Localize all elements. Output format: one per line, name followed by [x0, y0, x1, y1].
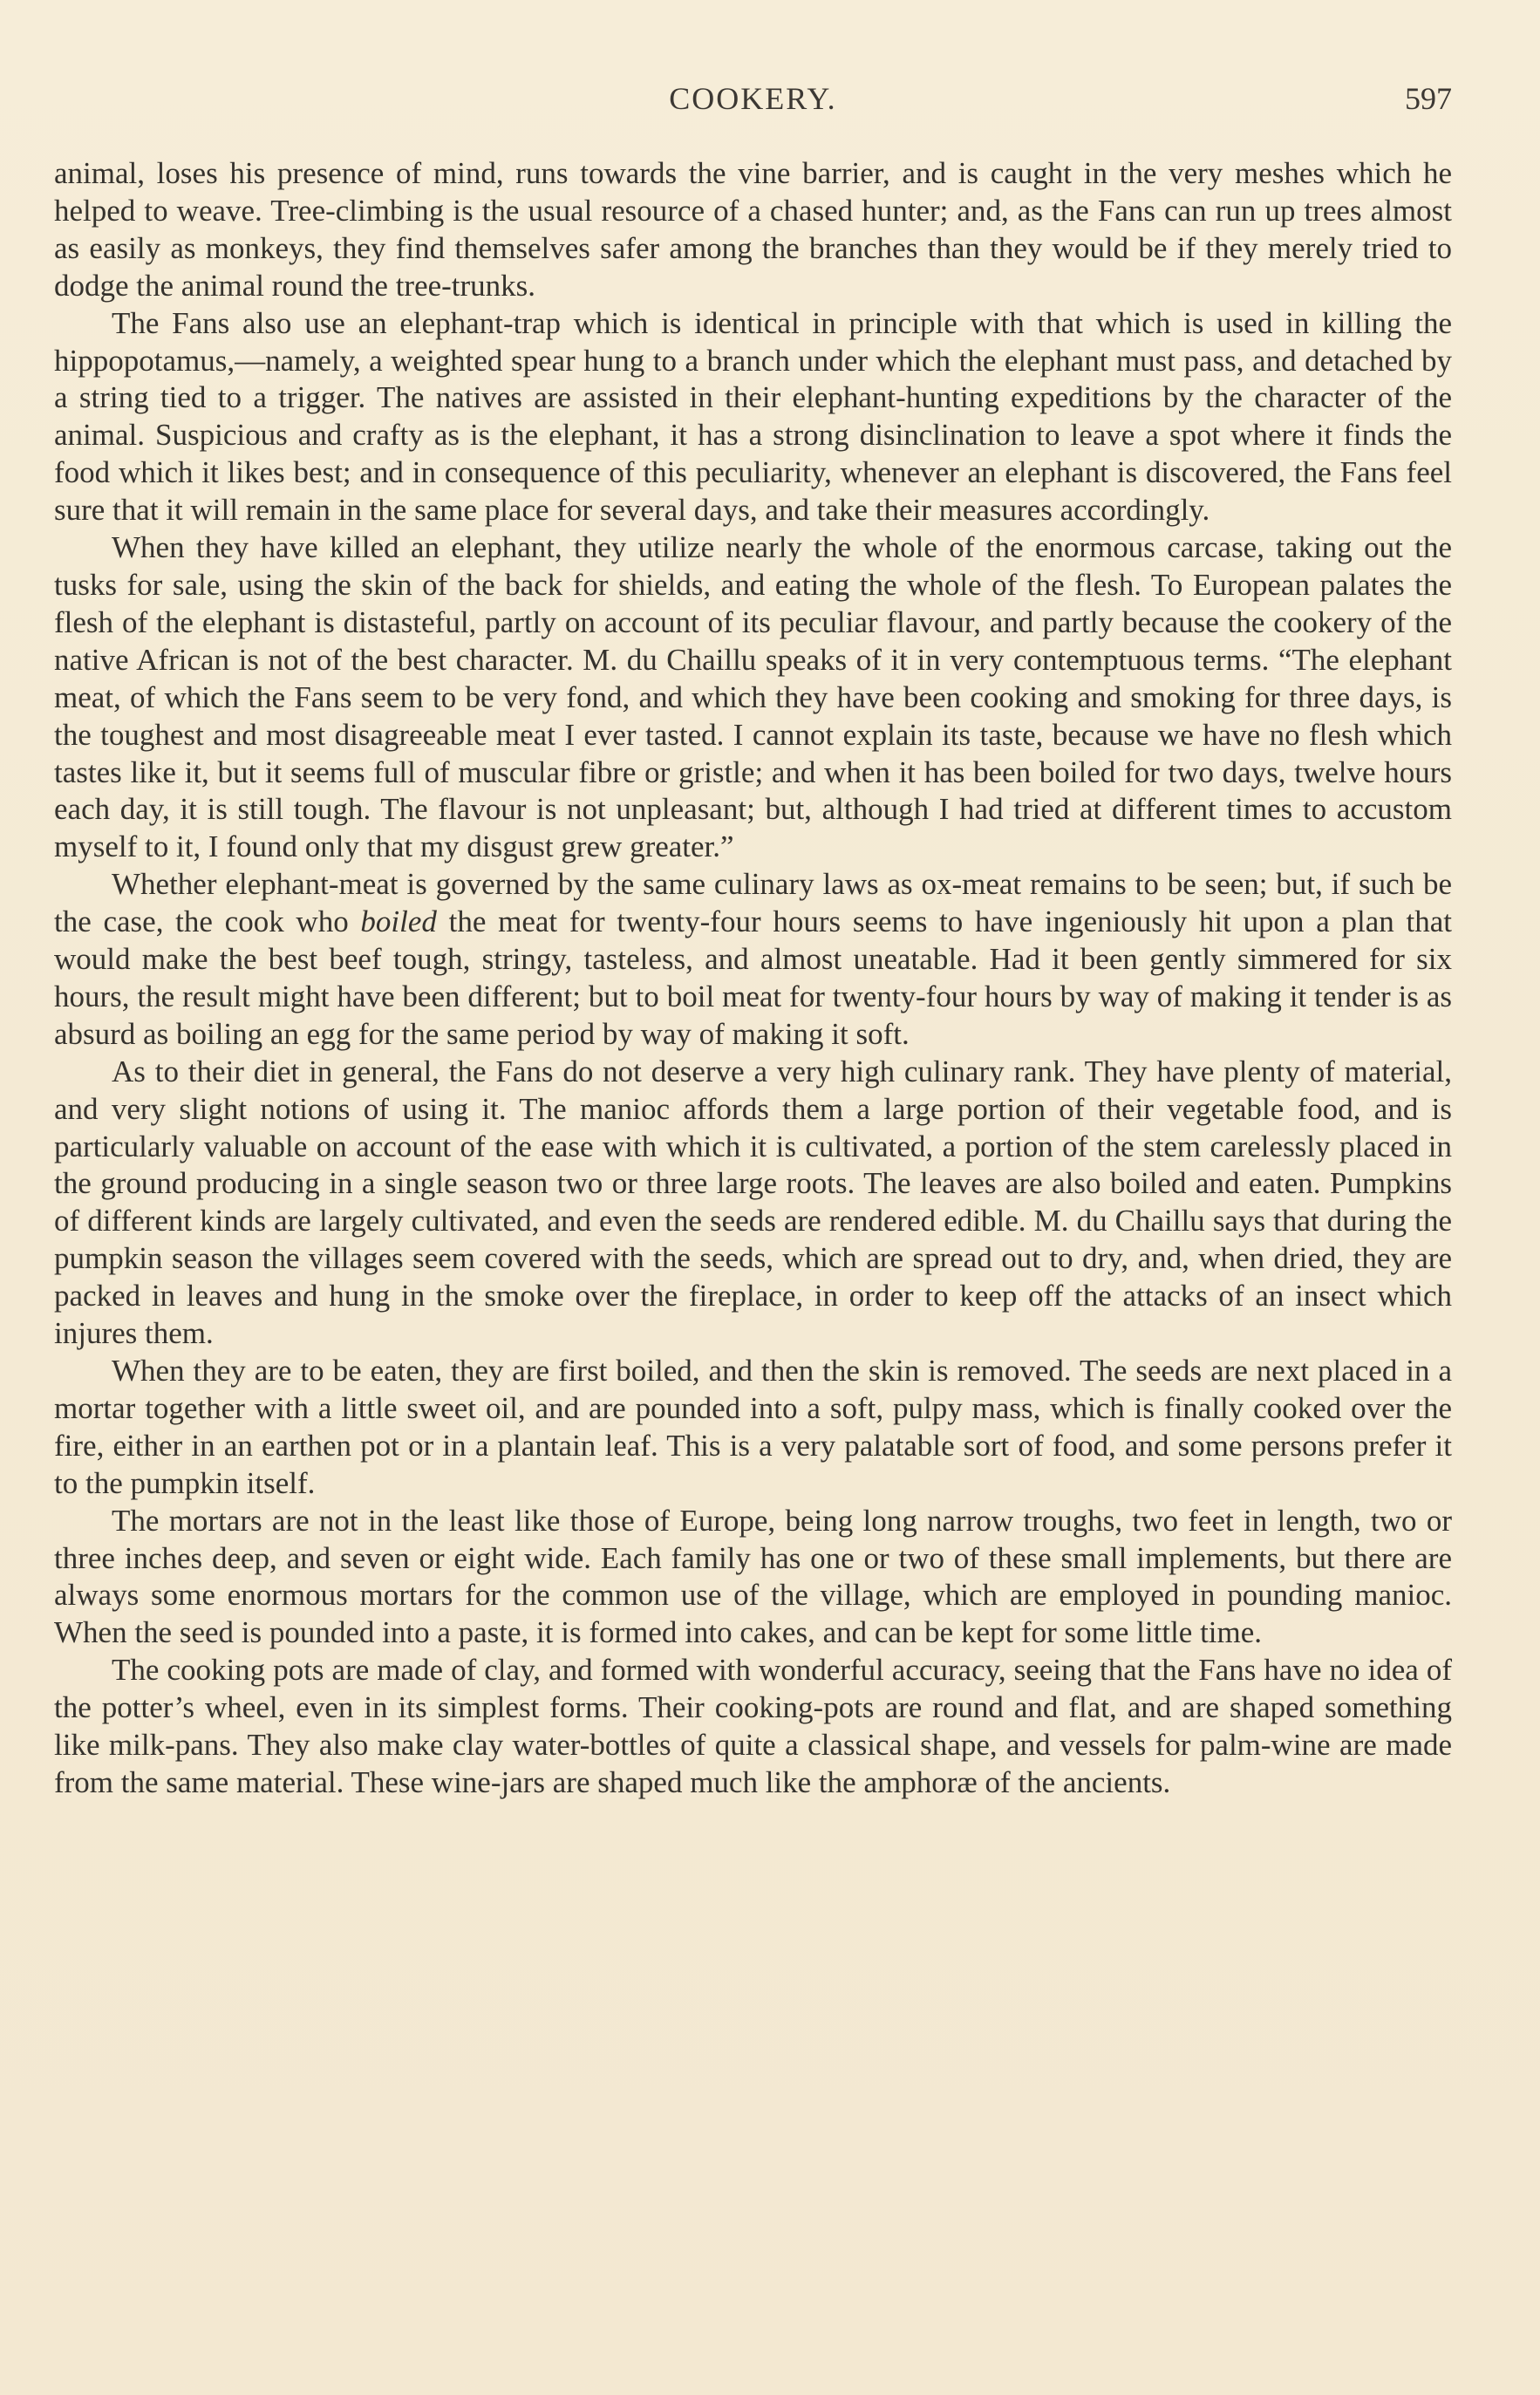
paragraph-1: animal, loses his presence of mind, runs towards the vine barrier, and is caught in the very meshes which he helped to weave. Tree-climbing is the usual resource of a chased hunter; and, as the Fans can run up trees almost as easily as monkeys, they find themselves safer among the branches than they would be if they merely tried to dodge the animal round the tree-trunks.: [54, 156, 1452, 303]
body-text: [54, 155, 1452, 1802]
running-title: COOKERY.: [669, 81, 837, 116]
paragraph-7: The mortars are not in the least like those of Europe, being long narrow troughs, two feet in length, two or three inches deep, and seven or eight wide. Each family has one or two of these small implements, but there are always some enormous mortars for the common use of the village, which are employed in pounding manioc. When the seed is pounded into a paste, it is formed into cakes, and can be kept for some little time.: [54, 1503, 1452, 1650]
paragraph-2: The Fans also use an elephant-trap which is identical in principle with that which is used in killing the hippopotamus,—namely, a weighted spear hung to a branch under which the elephant must pass, and detached by a string tied to a trigger. The natives are assisted in their elephant-hunting expeditions by the character of the animal. Suspicious and crafty as is the elephant, it has a strong disinclination to leave a spot where it finds the food which it likes best; and in consequence of this peculiarity, whenever an elephant is discovered, the Fans feel sure that it will remain in the same place for several days, and take their measures accordingly.: [54, 305, 1452, 528]
italic-word: boiled: [360, 904, 437, 939]
paragraph-3: When they have killed an elephant, they utilize nearly the whole of the enormous carcase, taking out the tusks for sale, using the skin of the back for shields, and eating the whole of the flesh. To European palates the flesh of the elephant is distasteful, partly on account of its peculiar flavour, and partly because the cookery of the native African is not of the best character. M. du Chaillu speaks of it in very contemptuous terms. “The elephant meat, of which the Fans seem to be very fond, and which they have been cooking and smoking for three days, is the toughest and most disagreeable meat I ever tasted. I cannot explain its taste, because we have no flesh which tastes like it, but it seems full of muscular fibre or gristle; and when it has been boiled for two days, twelve hours each day, it is still tough. The flavour is not unpleasant; but, although I had tried at different times to accustom myself to it, I found only that my disgust grew greater.”: [54, 530, 1452, 864]
paragraph-5: As to their diet in general, the Fans do not deserve a very high culinary rank. They have plenty of material, and very slight notions of using it. The manioc affords them a large portion of their vegetable food, and is particularly valuable on account of the ease with which it is cultivated, a portion of the stem carelessly placed in the ground producing in a single season two or three large roots. The leaves are also boiled and eaten. Pumpkins of different kinds are largely cultivated, and even the seeds are rendered edible. M. du Chaillu says that during the pumpkin season the villages seem covered with the seeds, which are spread out to dry, and, when dried, they are packed in leaves and hung in the smoke over the fireplace, in order to keep off the attacks of an insect which injures them.: [54, 1054, 1452, 1351]
page-number: 597: [1405, 81, 1452, 116]
paragraph-6: When they are to be eaten, they are first boiled, and then the skin is removed. The seeds are next placed in a mortar together with a little sweet oil, and are pounded into a soft, pulpy mass, which is finally cooked over the fire, either in an earthen pot or in a plantain leaf. This is a very palatable sort of food, and some persons prefer it to the pumpkin itself.: [54, 1354, 1452, 1500]
paragraph-8: The cooking pots are made of clay, and formed with wonderful accuracy, seeing that the Fans have no idea of the potter’s wheel, even in its simplest forms. Their cooking-pots are round and flat, and are shaped something like milk-pans. They also make clay water-bottles of quite a classical shape, and vessels for palm-wine are made from the same material. These wine-jars are shaped much like the amphoræ of the ancients.: [54, 1653, 1452, 1799]
page-header: [54, 80, 1452, 124]
paragraph-4: Whether elephant-meat is governed by the same culinary laws as ox-meat remains to be seen; but, if such be the case, the cook who boiled the meat for twenty-four hours seems to have ingeniously hit upon a plan that would make the best beef tough, stringy, tasteless, and almost uneatable. Had it been gently simmered for six hours, the result might have been different; but to boil meat for twenty-four hours by way of making it tender is as absurd as boiling an egg for the same period by way of making it soft.: [54, 867, 1452, 1051]
